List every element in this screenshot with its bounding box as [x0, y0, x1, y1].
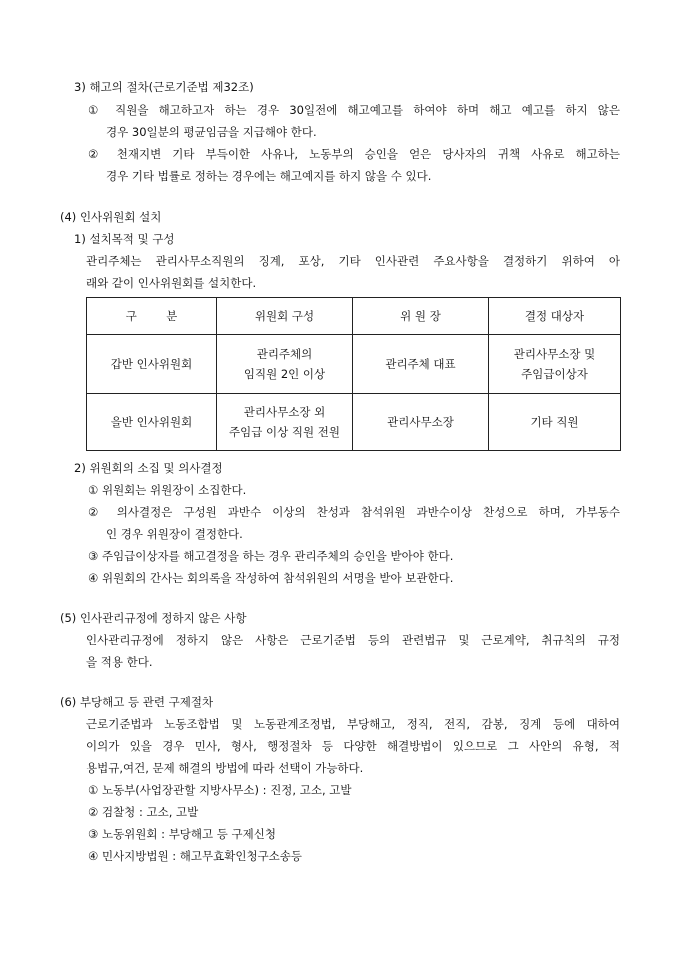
- table-cell-line: 주임급 이상 직원 전원: [229, 425, 340, 439]
- committee-table: [86, 297, 621, 451]
- section-4-paragraph-line-2: 래와 같이 인사위원회를 설치한다.: [86, 276, 257, 290]
- table-cell: 기타 직원: [489, 394, 621, 451]
- table-header-cell: 결정 대상자: [489, 298, 621, 335]
- section-3-heading: 3) 해고의 절차(근로기준법 제32조): [74, 80, 254, 94]
- section-6-item-3: ③ 노동위원회 : 부당해고 등 구제신청: [88, 827, 276, 841]
- table-header-cell: 위원회 구성: [217, 298, 353, 335]
- table-cell-line: 관리주체의: [256, 347, 313, 361]
- section-4-heading: (4) 인사위원회 설치: [60, 210, 162, 224]
- section-4-sub-2-item-2-line-2: 인 경우 위원장이 결정한다.: [106, 527, 243, 541]
- section-4-sub-2-item-3: ③ 주임급이상자를 해고결정을 하는 경우 관리주체의 승인을 받아야 한다.: [88, 549, 454, 563]
- table-cell: [217, 335, 353, 394]
- table-row: [87, 335, 621, 394]
- section-4-paragraph-line-1: 관리주체는 관리사무소직원의 징계, 포상, 기타 인사관련 주요사항을 결정하기 위하여 아: [86, 254, 620, 268]
- table-cell-line: 관리사무소장 및: [513, 347, 596, 361]
- section-3-item-2-line-1: ② 천재지변 기타 부득이한 사유나, 노동부의 승인을 얻은 당사자의 귀책 사유로 해고하는: [88, 147, 620, 161]
- table-header-row: [87, 298, 621, 335]
- section-6-item-4: ④ 민사지방법원 : 해고무효확인청구소송등: [88, 849, 303, 863]
- section-4-sub-2-item-4: ④ 위원회의 간사는 회의록을 작성하여 참석위원의 서명을 받아 보관한다.: [88, 571, 454, 585]
- table-cell: 갑반 인사위원회: [87, 335, 217, 394]
- section-3-item-2-line-2: 경우 기타 법률로 정하는 경우에는 해고예지를 하지 않을 수 있다.: [106, 169, 432, 183]
- section-4-sub-2-heading: 2) 위원회의 소집 및 의사결정: [74, 461, 223, 475]
- table-cell: 을반 인사위원회: [87, 394, 217, 451]
- table-cell: 관리사무소장: [353, 394, 489, 451]
- table-cell: 관리주체 대표: [353, 335, 489, 394]
- table-header-cell: 위 원 장: [353, 298, 489, 335]
- section-6-item-1: ① 노동부(사업장관할 지방사무소) : 진정, 고소, 고발: [88, 783, 352, 797]
- section-6-paragraph-line-3: 용법규,여건, 문제 해결의 방법에 따라 선택이 가능하다.: [86, 761, 364, 775]
- section-6-paragraph-line-2: 이의가 있을 경우 민사, 형사, 행정절차 등 다양한 해결방법이 있으므로 그 사안의 유형, 적: [86, 739, 620, 753]
- section-6-heading: (6) 부당해고 등 관련 구제절차: [60, 695, 214, 709]
- section-6-paragraph-line-1: 근로기준법과 노동조합법 및 노동관계조정법, 부당해고, 정직, 전직, 감봉, 징계 등에 대하여: [86, 717, 620, 731]
- section-4-sub-1-heading: 1) 설치목적 및 구성: [74, 232, 175, 246]
- section-5-paragraph-line-2: 을 적용 한다.: [86, 655, 153, 669]
- section-3-item-1-line-1: ① 직원을 해고하고자 하는 경우 30일전에 해고예고를 하여야 하며 해고 예고를 하지 않은: [88, 103, 620, 117]
- table-cell-line: 관리사무소장 외: [243, 405, 326, 419]
- table-cell: [489, 335, 621, 394]
- table-cell-line: 주임급이상자: [521, 367, 588, 381]
- table-cell-line: 임직원 2인 이상: [243, 367, 326, 381]
- section-3-item-1-line-2: 경우 30일분의 평균임금을 지급해야 한다.: [106, 125, 317, 139]
- table-header-cell: 구 분: [87, 298, 217, 335]
- table-row: [87, 394, 621, 451]
- section-4-sub-2-item-1: ① 위원회는 위원장이 소집한다.: [88, 483, 247, 497]
- table-cell: [217, 394, 353, 451]
- section-4-sub-2-item-2-line-1: ② 의사결정은 구성원 과반수 이상의 찬성과 참석위원 과반수이상 찬성으로 하며, 가부동수: [88, 505, 620, 519]
- section-5-heading: (5) 인사관리규정에 정하지 않은 사항: [60, 611, 247, 625]
- section-5-paragraph-line-1: 인사관리규정에 정하지 않은 사항은 근로기준법 등의 관련법규 및 근로계약, 취규칙의 규정: [86, 633, 620, 647]
- section-6-item-2: ② 검찰청 : 고소, 고발: [88, 805, 199, 819]
